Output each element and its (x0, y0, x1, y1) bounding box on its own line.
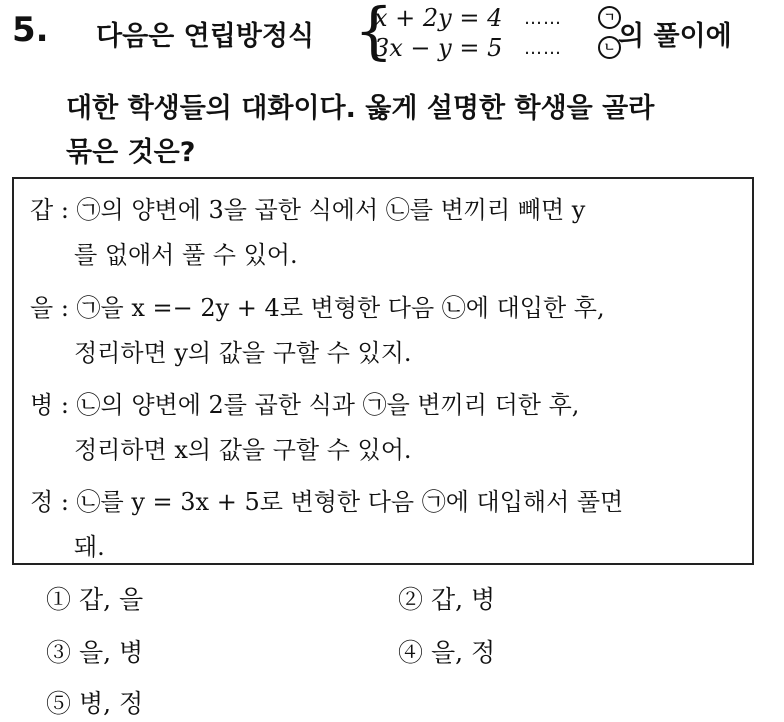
equation-1: x + 2y = 4 (374, 4, 503, 32)
dots-2: …… (524, 38, 562, 59)
statement-jeong-line1: 정 : ㉡를 y = 3x + 5로 변형한 다음 ㉠에 대입해서 풀면 (30, 488, 624, 516)
question-text-line1-suffix: 의 풀이에 (618, 21, 732, 52)
choice-5[interactable]: ⑤ 병, 정 (46, 689, 144, 718)
statement-byeong-line1: 병 : ㉡의 양변에 2를 곱한 식과 ㉠을 변끼리 더한 후, (30, 391, 580, 419)
question-text-line1-prefix: 다음은 연립방정식 (96, 21, 315, 52)
choice-3[interactable]: ③ 을, 병 (46, 638, 144, 667)
dots-1: …… (524, 8, 562, 29)
question-number: 5. (12, 10, 49, 50)
choice-2[interactable]: ② 갑, 병 (398, 585, 496, 614)
statement-eul-line2: 정리하면 y의 값을 구할 수 있지. (74, 339, 412, 367)
equation-label-1: ㄱ (598, 6, 621, 29)
choice-4[interactable]: ④ 을, 정 (398, 638, 496, 667)
statement-gap-line1: 갑 : ㉠의 양변에 3을 곱한 식에서 ㉡를 변끼리 빼면 y (30, 196, 586, 224)
system-brace: { (354, 0, 394, 67)
question-text-line3: 묶은 것은? (66, 137, 196, 168)
equation-label-2: ㄴ (598, 36, 621, 59)
equation-2: 3x − y = 5 (374, 34, 503, 62)
statement-eul-line1: 을 : ㉠을 x =− 2y + 4로 변형한 다음 ㉡에 대입한 후, (30, 294, 605, 322)
choice-1[interactable]: ① 갑, 을 (46, 585, 144, 614)
statement-gap-line2: 를 없애서 풀 수 있어. (74, 241, 298, 269)
statement-byeong-line2: 정리하면 x의 값을 구할 수 있어. (74, 436, 412, 464)
statement-jeong-line2: 돼. (74, 533, 105, 561)
question-text-line2: 대한 학생들의 대화이다. 옳게 설명한 학생을 골라 (66, 93, 655, 124)
